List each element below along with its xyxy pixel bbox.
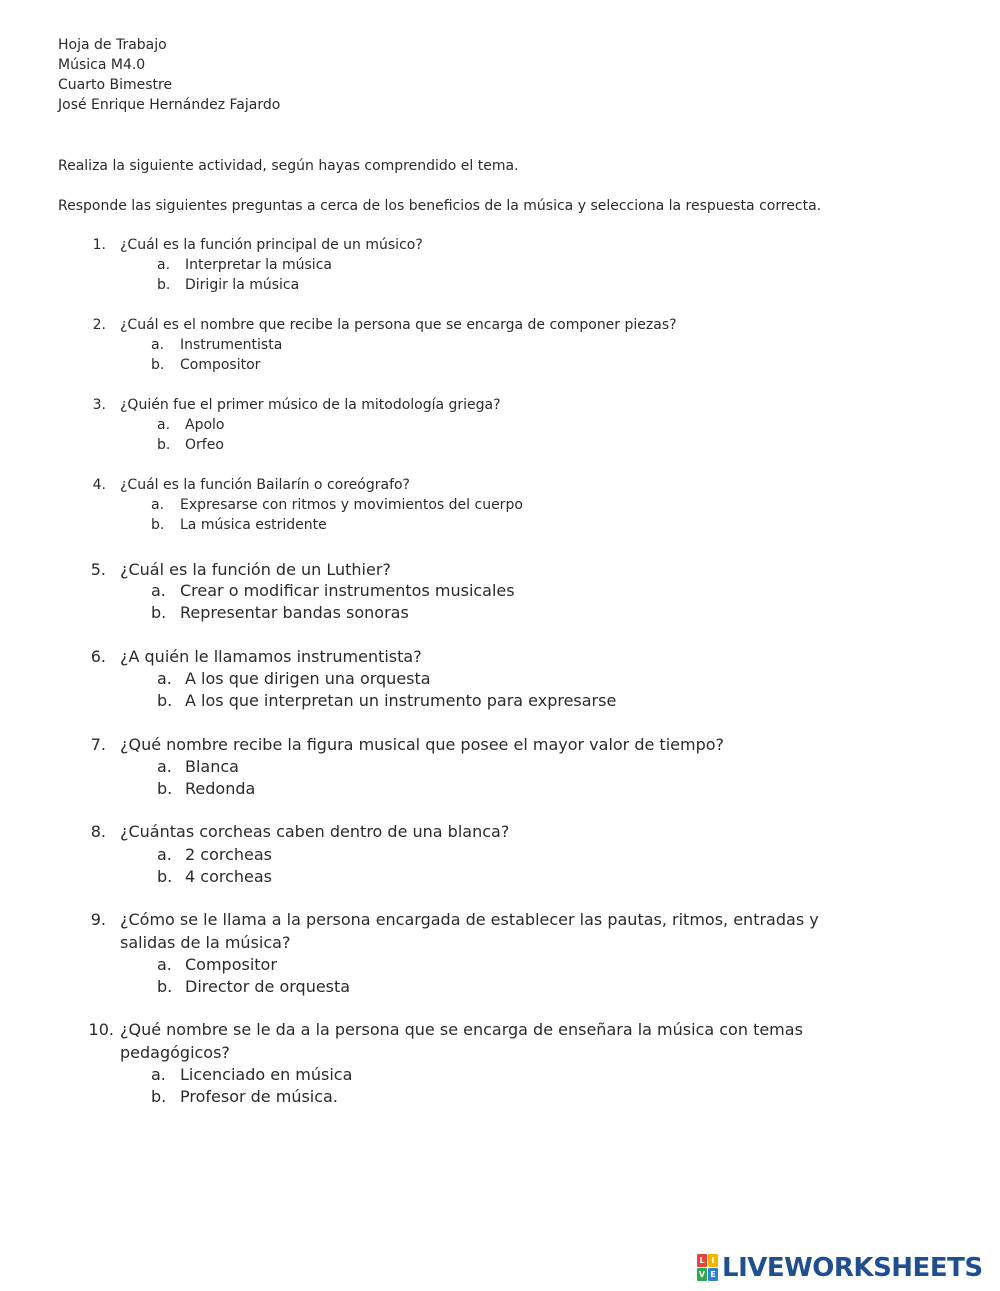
logo-text: LIVEWORKSHEETS <box>722 1253 983 1283</box>
instruction-line-2: Responde las siguientes preguntas a cerca de los beneficios de la música y selecciona la respuesta correcta. <box>58 198 822 214</box>
question-number: 10. <box>88 1020 114 1039</box>
question-text: ¿Qué nombre recibe la figura musical que posee el mayor valor de tiempo? <box>120 735 725 754</box>
option-b[interactable]: A los que interpretan un instrumento para expresarse <box>185 691 617 710</box>
option-b[interactable]: Compositor <box>180 357 261 373</box>
option-a[interactable]: Expresarse con ritmos y movimientos del cuerpo <box>180 497 523 513</box>
question-number: 2. <box>92 317 106 333</box>
option-b[interactable]: La música estridente <box>180 517 327 533</box>
option-a[interactable]: A los que dirigen una orquesta <box>185 669 431 688</box>
option-b[interactable]: Profesor de música. <box>180 1087 338 1106</box>
question-number: 5. <box>90 560 106 579</box>
liveworksheets-logo[interactable] <box>697 1253 983 1283</box>
option-b[interactable]: Director de orquesta <box>185 977 351 996</box>
option-label-a: a. <box>157 669 172 688</box>
question-number: 1. <box>92 237 106 253</box>
question-number: 4. <box>92 477 106 493</box>
question-text: ¿Cuál es la función Bailarín o coreógrafo? <box>120 477 410 493</box>
question-text: ¿Cuál es la función principal de un músico? <box>120 237 423 253</box>
question-text-continued: salidas de la música? <box>120 933 291 952</box>
option-label-a: a. <box>151 581 166 600</box>
question-text-continued: pedagógicos? <box>120 1043 230 1062</box>
option-label-b: b. <box>151 1087 167 1106</box>
option-b[interactable]: 4 corcheas <box>185 867 272 886</box>
option-label-a: a. <box>151 1065 166 1084</box>
option-label-a: a. <box>151 497 165 513</box>
option-a[interactable]: Interpretar la música <box>185 257 332 273</box>
question-text: ¿Cuál es la función de un Luthier? <box>120 560 391 579</box>
question-number: 8. <box>90 822 106 841</box>
option-a[interactable]: Crear o modificar instrumentos musicales <box>180 581 515 600</box>
question-number: 3. <box>92 397 106 413</box>
option-label-a: a. <box>157 955 172 974</box>
option-label-a: a. <box>157 257 171 273</box>
logo-block-v: V <box>698 1270 706 1279</box>
option-label-b: b. <box>151 603 167 622</box>
author-line: José Enrique Hernández Fajardo <box>58 97 281 113</box>
question-text: ¿Qué nombre se le da a la persona que se encarga de enseñara la música con temas <box>120 1020 803 1039</box>
option-label-b: b. <box>151 517 165 533</box>
option-label-a: a. <box>157 845 172 864</box>
option-b[interactable]: Redonda <box>185 779 256 798</box>
question-number: 9. <box>90 910 106 929</box>
option-a[interactable]: Apolo <box>185 417 225 433</box>
question-text: ¿Cuál es el nombre que recibe la persona que se encarga de componer piezas? <box>120 317 677 333</box>
worksheet-title: Hoja de Trabajo <box>58 37 167 53</box>
option-a[interactable]: Compositor <box>185 955 277 974</box>
question-text: ¿A quién le llamamos instrumentista? <box>120 647 422 666</box>
option-a[interactable]: Blanca <box>185 757 239 776</box>
option-b[interactable]: Representar bandas sonoras <box>180 603 409 622</box>
option-label-b: b. <box>157 691 173 710</box>
option-label-b: b. <box>157 437 171 453</box>
logo-block-i: I <box>708 1254 718 1267</box>
subject-line: Música M4.0 <box>58 57 146 73</box>
option-label-b: b. <box>157 977 173 996</box>
option-a[interactable]: Licenciado en música <box>180 1065 353 1084</box>
option-a[interactable]: Instrumentista <box>180 337 283 353</box>
instruction-line-1: Realiza la siguiente actividad, según hayas comprendido el tema. <box>58 158 519 174</box>
question-text: ¿Quién fue el primer músico de la mitodología griega? <box>120 397 501 413</box>
option-label-b: b. <box>157 779 173 798</box>
question-text: ¿Cuántas corcheas caben dentro de una blanca? <box>120 822 510 841</box>
logo-block-l: L <box>697 1254 707 1267</box>
question-number: 7. <box>90 735 106 754</box>
option-label-b: b. <box>157 867 173 886</box>
option-label-b: b. <box>157 277 171 293</box>
option-label-a: a. <box>157 757 172 776</box>
option-label-a: a. <box>157 417 171 433</box>
question-text: ¿Cómo se le llama a la persona encargada de establecer las pautas, ritmos, entradas y <box>120 910 819 929</box>
option-b[interactable]: Dirigir la música <box>185 277 300 293</box>
option-label-b: b. <box>151 357 165 373</box>
logo-blocks-icon <box>697 1254 719 1282</box>
logo-block-e: E <box>708 1268 718 1281</box>
term-line: Cuarto Bimestre <box>58 77 173 93</box>
option-label-a: a. <box>151 337 165 353</box>
question-number: 6. <box>90 647 106 666</box>
option-b[interactable]: Orfeo <box>185 437 224 453</box>
option-a[interactable]: 2 corcheas <box>185 845 272 864</box>
